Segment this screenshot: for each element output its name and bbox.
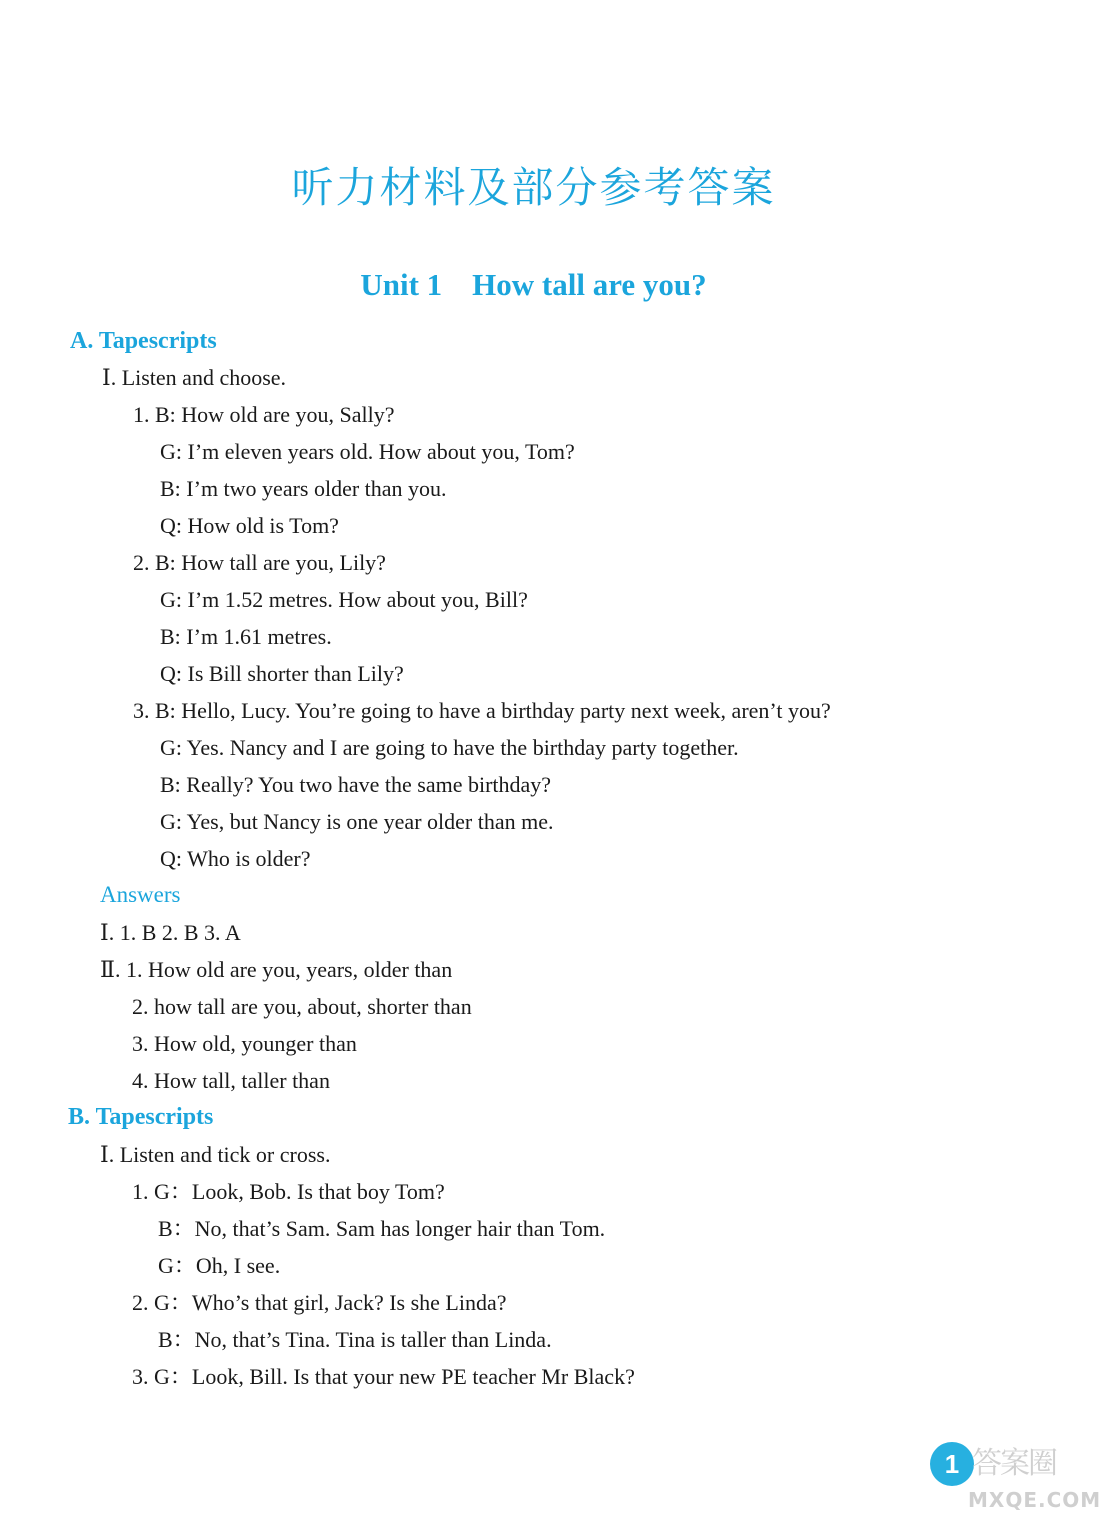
watermark-logo — [968, 1440, 1101, 1530]
text-line: Ⅰ. Listen and tick or cross. — [100, 1142, 331, 1167]
text-line: Q: Who is older? — [160, 846, 311, 871]
text-line: B：No, that’s Tina. Tina is taller than Linda. — [158, 1327, 552, 1352]
text-line: G：Oh, I see. — [158, 1253, 281, 1278]
text-line: 4. How tall, taller than — [132, 1068, 330, 1093]
section-heading: A. Tapescripts — [70, 328, 217, 354]
text-line: G: I’m 1.52 metres. How about you, Bill? — [160, 587, 528, 612]
subsection-heading: Answers — [100, 882, 181, 907]
watermark-bottom: MXQE.COM — [968, 1488, 1101, 1512]
unit-heading — [0, 267, 1067, 303]
unit-name: How tall are you? — [472, 267, 707, 302]
text-line: 1. G：Look, Bob. Is that boy Tom? — [132, 1179, 445, 1204]
text-line: Ⅱ. 1. How old are you, years, older than — [100, 957, 453, 982]
text-line: B: I’m 1.61 metres. — [160, 624, 332, 649]
text-line: Ⅰ. 1. B 2. B 3. A — [100, 920, 241, 945]
text-line: 2. how tall are you, about, shorter than — [132, 994, 472, 1019]
text-line: 3. G：Look, Bill. Is that your new PE teacher Mr Black? — [132, 1364, 635, 1389]
text-line: 3. B: Hello, Lucy. You’re going to have a birthday party next week, aren’t you? — [133, 698, 831, 723]
text-line: 2. B: How tall are you, Lily? — [133, 550, 386, 575]
text-line: G: Yes, but Nancy is one year older than me. — [160, 809, 554, 834]
text-line: Q: How old is Tom? — [160, 513, 339, 538]
text-line: Q: Is Bill shorter than Lily? — [160, 661, 404, 686]
text-line: Ⅰ. Listen and choose. — [102, 365, 287, 390]
text-line: G: Yes. Nancy and I are going to have the birthday party together. — [160, 735, 739, 760]
text-line: G: I’m eleven years old. How about you, Tom? — [160, 439, 575, 464]
text-line: 3. How old, younger than — [132, 1031, 357, 1056]
page-title: 听力材料及部分参考答案 — [291, 163, 776, 212]
watermark-top: 答案圈 — [972, 1446, 1056, 1481]
section-heading: B. Tapescripts — [68, 1104, 214, 1130]
text-line: B: I’m two years older than you. — [160, 476, 447, 501]
text-line: B：No, that’s Sam. Sam has longer hair than Tom. — [158, 1216, 606, 1241]
page-number: 1 — [930, 1442, 974, 1486]
text-line: 2. G：Who’s that girl, Jack? Is she Linda? — [132, 1290, 507, 1315]
text-line: 1. B: How old are you, Sally? — [133, 402, 395, 427]
unit-label: Unit 1 — [360, 267, 443, 302]
text-line: B: Really? You two have the same birthday? — [160, 772, 552, 797]
